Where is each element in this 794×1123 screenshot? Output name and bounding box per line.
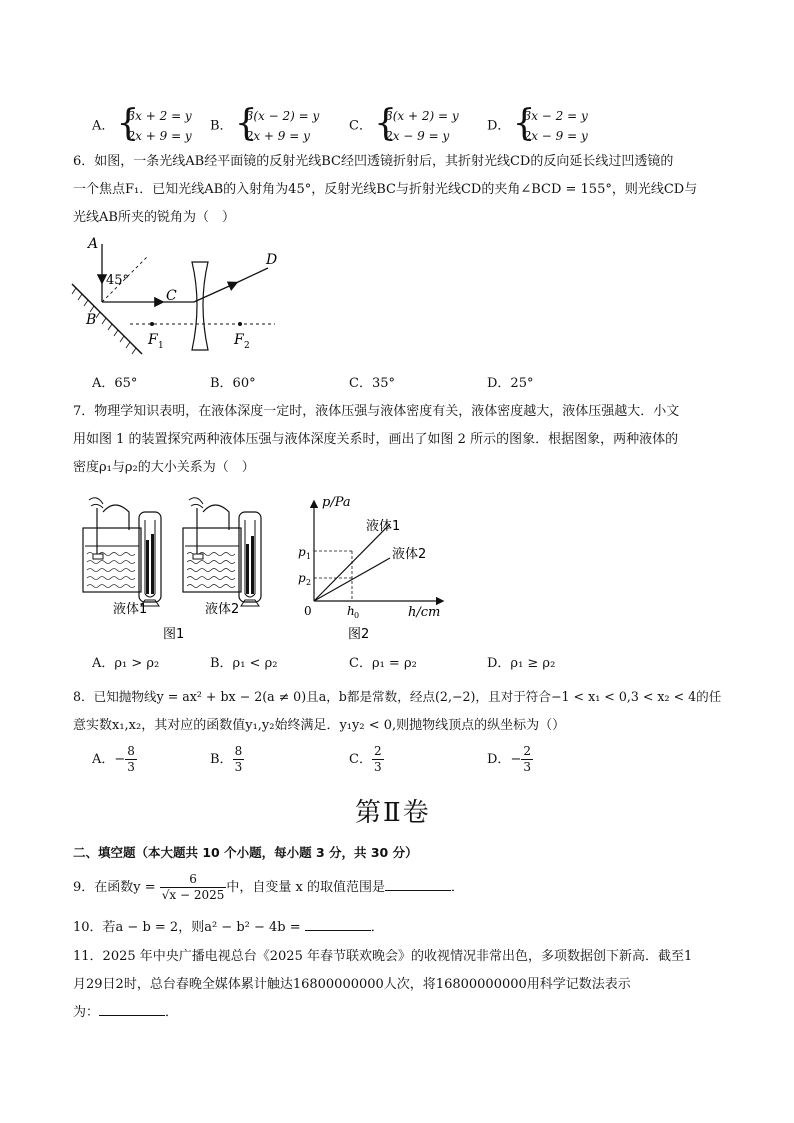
q8-option-a: A．− $\frac{8}{3}$ (92, 744, 135, 774)
fig1-caption: 图1 (163, 627, 185, 642)
label-angle: 45° (106, 273, 130, 288)
beaker-2 (183, 498, 241, 592)
q7-figure2-graph (292, 488, 452, 644)
section-heading: 二、填空题（本大题共 10 个小题，每小题 3 分，共 30 分） (73, 845, 418, 860)
q7-line2: 用如图 1 的装置探究两种液体压强与液体深度关系时，画出了如图 2 所示的图象．根据图象，两种液体的 (73, 432, 679, 447)
q6-optics-figure (70, 232, 290, 367)
q8-option-d: D．− $\frac{2}{3}$ (487, 744, 531, 774)
q7-option-c: C．ρ₁ = ρ₂ (349, 656, 417, 671)
q6-option-b: B．60° (210, 376, 256, 391)
focus-f1 (150, 322, 154, 326)
q7-figure1-apparatus (75, 490, 270, 642)
q9-line: 9．在函数y = $\frac{6}{√x - 2025}$ 中，自变量 x 的取值范围是 ． (73, 872, 465, 902)
origin-label: 0 (304, 604, 312, 618)
mirror-hatching (72, 288, 136, 354)
label-d: D (266, 252, 278, 268)
label-f1: F (148, 332, 158, 348)
q7-option-b: B．ρ₁ < ρ₂ (210, 656, 278, 671)
label-f2-sub: 2 (244, 341, 250, 351)
q8-option-c: C． $\frac{2}{3}$ (349, 744, 382, 774)
q5-system-d: { 3x − 2 = y 2x − 9 = y (515, 106, 588, 146)
q5-system-c: { 3(x + 2) = y 2x − 9 = y (376, 106, 459, 146)
tick-h0: h (347, 604, 355, 618)
manometer-2 (239, 512, 261, 606)
fig1-label-liquid1: 液体1 (113, 602, 148, 617)
q11-line2: 月29日2时，总台春晚全媒体累计触达16800000000人次，将16800000000用科学记数法表示 (73, 977, 631, 992)
q6-line3: 光线AB所夹的锐角为（ ） (73, 210, 235, 225)
q5-options (92, 96, 732, 143)
focus-f2 (238, 322, 242, 326)
tick-p2: p (298, 571, 306, 585)
line-liquid2 (314, 558, 390, 601)
q10-line: 10．若a − b = 2，则a² − b² − 4b = ． (73, 920, 384, 935)
tick-p2-sub: 2 (306, 578, 312, 587)
mirror-line (72, 284, 142, 354)
q11-line3: 为： ． (73, 1005, 179, 1020)
section-title: 第Ⅱ卷 (355, 798, 431, 828)
q10-answer-blank (305, 918, 371, 931)
label-liquid1: 液体1 (366, 519, 401, 534)
label-b: B (86, 312, 97, 328)
ray-cd (194, 283, 236, 302)
q11-answer-blank (99, 1003, 165, 1016)
q6-line1: 6．如图，一条光线AB经平面镜的反射光线BC经凹透镜折射后，其折射光线CD的反向延长线过凹透镜的 (73, 154, 674, 169)
concave-lens (192, 262, 208, 350)
label-f2: F (234, 332, 244, 348)
tick-h0-sub: 0 (354, 611, 360, 620)
q5-option-d: D． { 3x − 2 = y 2x − 9 = y (487, 106, 588, 146)
q7-option-d: D．ρ₁ ≥ ρ₂ (487, 656, 556, 671)
q5-system-b: { 3(x − 2) = y 2x + 9 = y (237, 106, 320, 146)
q7-line1: 7．物理学知识表明，在液体深度一定时，液体压强与液体密度有关，液体密度越大，液体压强越大．小文 (73, 404, 680, 419)
manometer-1 (139, 512, 161, 606)
q8-line2: 意实数x₁,x₂，其对应的函数值y₁,y₂始终满足．y₁y₂ < 0,则抛物线顶点的纵坐标为（） (73, 718, 566, 733)
tick-p1-sub: 1 (306, 552, 312, 561)
fig2-caption: 图2 (348, 627, 370, 642)
q5-system-a: { 3x + 2 = y 2x + 9 = y (119, 106, 192, 146)
q8-line1: 8．已知抛物线y = ax² + bx − 2(a ≠ 0)且a，b都是常数，经点(2,−2)，且对于符合−1 < x₁ < 0,3 < x₂ < 4的任 (73, 689, 722, 704)
label-c: C (166, 288, 177, 304)
q5-option-b: B． { 3(x − 2) = y 2x + 9 = y (210, 106, 319, 146)
label-f1-sub: 1 (158, 341, 164, 351)
q9-answer-blank (385, 878, 451, 891)
q7-line3: 密度ρ₁与ρ₂的大小关系为（ ） (73, 460, 255, 475)
x-axis-label: h/cm (408, 605, 441, 620)
beaker-1 (83, 498, 141, 592)
q6-option-d: D．25° (487, 376, 534, 391)
q6-option-c: C．35° (349, 376, 395, 391)
q8-options (92, 744, 732, 780)
q5-option-a: A． { 3x + 2 = y 2x + 9 = y (92, 106, 192, 146)
label-a: A (88, 236, 99, 252)
q8-option-b: B． $\frac{8}{3}$ (210, 744, 243, 774)
q5-option-c: C． { 3(x + 2) = y 2x − 9 = y (349, 106, 459, 146)
y-axis-label: p/Pa (322, 495, 351, 510)
fig1-label-liquid2: 液体2 (205, 602, 240, 617)
label-liquid2: 液体2 (392, 547, 427, 562)
q6-line2: 一个焦点F₁．已知光线AB的入射角为45°，反射光线BC与折射光线CD的夹角∠BCD = 155°，则光线CD与 (73, 182, 698, 197)
tick-p1: p (298, 545, 306, 559)
q11-line1: 11．2025 年中央广播电视总台《2025 年春节联欢晚会》的收视情况非常出色，多项数据创下新高．截至1 (73, 949, 693, 964)
q6-option-a: A．65° (92, 376, 138, 391)
q7-option-a: A．ρ₁ > ρ₂ (92, 656, 160, 671)
